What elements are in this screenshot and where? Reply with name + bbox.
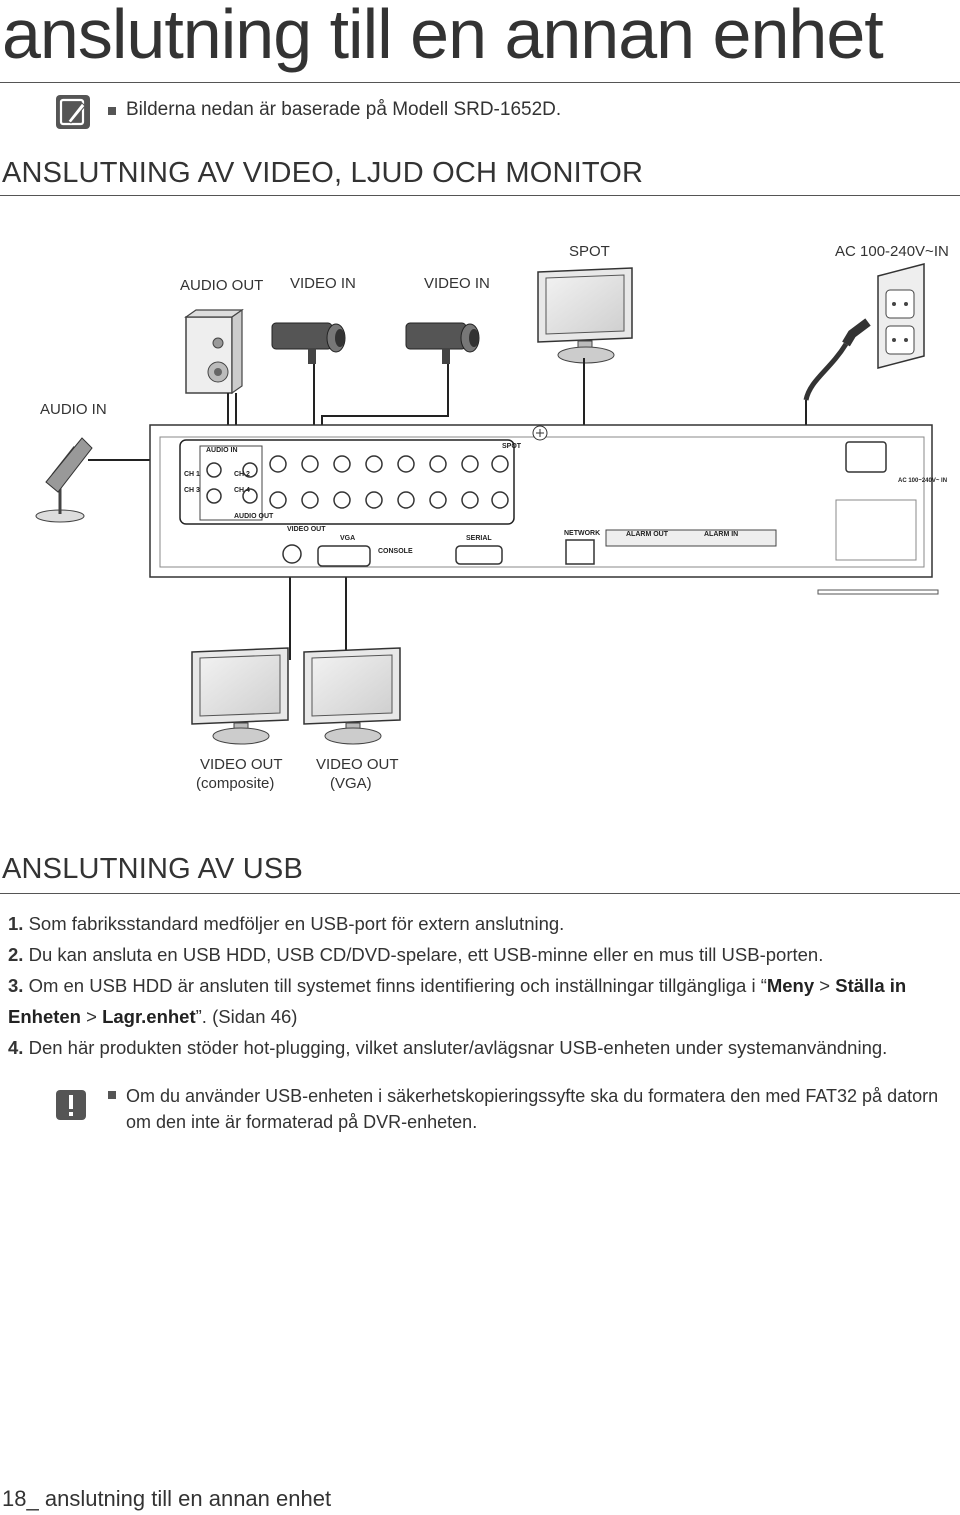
- panel-video-out: VIDEO OUT: [287, 526, 326, 533]
- warning-icon: [56, 1090, 86, 1120]
- panel-audio-out: AUDIO OUT: [234, 513, 274, 520]
- list-item: 1. Som fabriksstandard medföljer en USB-port för extern anslutning.: [8, 913, 565, 934]
- monitor-composite-icon: [192, 648, 288, 744]
- bullet: [108, 1091, 116, 1099]
- dvr-rear-panel: [150, 425, 938, 594]
- spot-monitor-icon: [538, 268, 632, 363]
- panel-ch4: CH 4: [234, 487, 250, 494]
- label-video-in-1: VIDEO IN: [290, 275, 356, 292]
- usb-list: [8, 908, 948, 1063]
- page-title: anslutning till en annan enhet: [2, 0, 883, 73]
- label-video-out-vga-1: VIDEO OUT: [316, 756, 399, 773]
- page-footer: [2, 1486, 331, 1512]
- note-text: Om du använder USB-enheten i säkerhetskopieringssyfte ska du formatera den med FAT32 på datorn om den inte är formaterad på DVR-enheten.: [126, 1086, 939, 1132]
- page-number: 18_: [2, 1486, 39, 1511]
- label-audio-out: AUDIO OUT: [180, 277, 264, 294]
- diagram-drawing: [0, 230, 960, 810]
- list-item: 4. Den här produkten stöder hot-plugging, vilket ansluter/avlägsnar USB-enheten under systemanvändning.: [8, 1037, 888, 1058]
- title-divider: [0, 82, 960, 83]
- panel-audio-in: AUDIO IN: [206, 447, 238, 454]
- footer-text: anslutning till en annan enhet: [44, 1486, 332, 1511]
- panel-alarm-in: ALARM IN: [704, 531, 739, 538]
- label-video-out-composite-2: (composite): [196, 775, 275, 792]
- label-video-in-2: VIDEO IN: [424, 275, 490, 292]
- connection-diagram: [0, 230, 960, 810]
- panel-network: NETWORK: [564, 530, 601, 537]
- section-heading-video: ANSLUTNING AV VIDEO, LJUD OCH MONITOR: [2, 157, 644, 189]
- panel-ch2: CH 2: [234, 471, 250, 478]
- monitor-vga-icon: [304, 648, 400, 744]
- microphone-icon: [36, 438, 92, 522]
- panel-console: CONSOLE: [378, 548, 413, 555]
- power-outlet-icon: [806, 264, 924, 400]
- camera-icon-1: [272, 323, 345, 364]
- section-divider: [0, 893, 960, 894]
- camera-icon-2: [406, 323, 479, 364]
- label-spot: SPOT: [569, 243, 610, 260]
- label-video-out-composite-1: VIDEO OUT: [200, 756, 283, 773]
- panel-serial: SERIAL: [466, 535, 492, 542]
- label-audio-in: AUDIO IN: [40, 401, 107, 418]
- panel-alarm-out: ALARM OUT: [626, 531, 668, 538]
- bullet: [108, 107, 116, 115]
- speaker-icon: [186, 310, 242, 393]
- panel-ch1: CH 1: [184, 471, 200, 478]
- list-item: 2. Du kan ansluta en USB HDD, USB CD/DVD-spelare, ett USB-minne eller en mus till USB-porten.: [8, 944, 824, 965]
- label-ac-in: AC 100-240V~IN: [835, 243, 949, 260]
- panel-ch3: CH 3: [184, 487, 200, 494]
- note-text: Bilderna nedan är baserade på Modell SRD-1652D.: [126, 99, 562, 120]
- panel-vga: VGA: [340, 535, 356, 542]
- panel-ac: AC 100~240V~ IN: [898, 478, 948, 484]
- panel-spot: SPOT: [502, 443, 522, 450]
- note-pencil-icon: [56, 95, 90, 129]
- section-divider: [0, 195, 960, 196]
- list-item: 3. Om en USB HDD är ansluten till systemet finns identifiering och inställningar tillgängliga i “Meny > Ställa in Enheten > Lagr.enhet”. (Sidan 46): [8, 975, 907, 1027]
- label-video-out-vga-2: (VGA): [330, 775, 372, 792]
- section-heading-usb: ANSLUTNING AV USB: [2, 853, 303, 885]
